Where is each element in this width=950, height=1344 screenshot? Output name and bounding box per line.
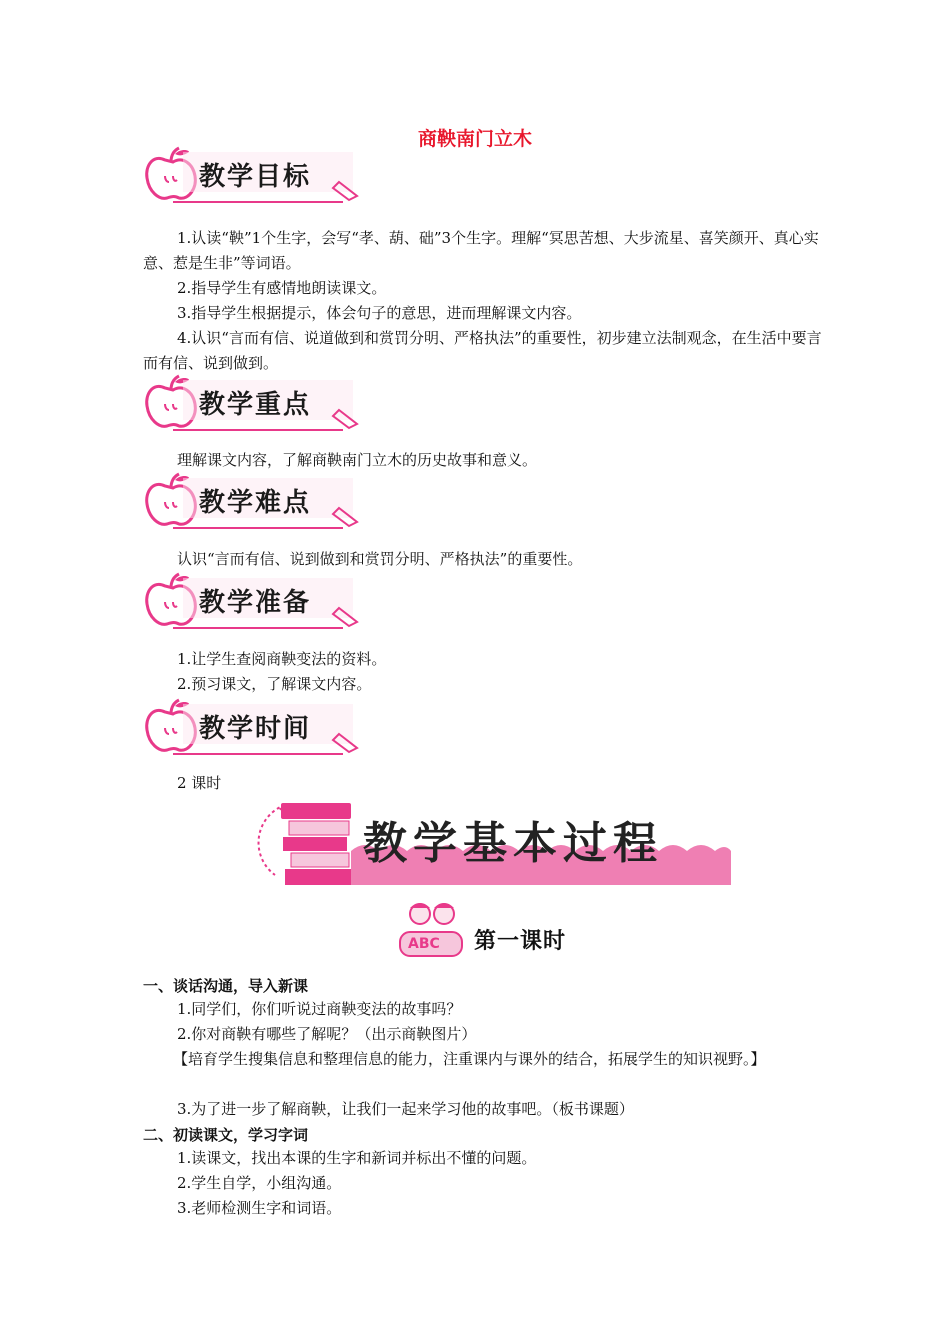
preparation-item-1: 1.让学生查阅商鞅变法的资料。 [177,650,387,668]
time-text: 2 课时 [177,774,222,792]
step-heading-2: 二、初读课文，学习字词 [143,1126,309,1144]
section-heading: 教学时间 [199,714,312,744]
step1-line-1: 1.同学们，你们听说过商鞅变法的故事吗？ [177,1000,462,1018]
step2-line-2: 2.学生自学，小组沟通。 [177,1174,342,1192]
preparation-item-2: 2.预习课文，了解课文内容。 [177,675,372,693]
lesson-header [398,898,598,960]
section-heading: 教学难点 [199,488,312,518]
step-heading-1: 一、谈话沟通，导入新课 [143,977,309,995]
goal-item-4: 4.认识“言而有信、说道做到和赏罚分明、严格执法”的重要性，初步建立法制观念，在生活中要言而有信、说到做到。 [143,329,822,372]
section-header-key-points [143,374,363,432]
section-header-difficulties [143,472,363,530]
step1-line-3: 【培育学生搜集信息和整理信息的能力，注重课内与课外的结合，拓展学生的知识视野。】 [173,1050,766,1068]
page-title: 商鞅南门立木 [417,128,532,150]
key-points-text: 理解课文内容，了解商鞅南门立木的历史故事和意义。 [177,451,538,469]
section-header-time [143,698,363,756]
goal-item-3: 3.指导学生根据提示，体会句子的意思，进而理解课文内容。 [177,304,582,322]
abc-badge: ABC [408,936,440,952]
step2-line-3: 3.老师检测生字和词语。 [177,1199,342,1217]
banner-title: 教学基本过程 [363,818,663,869]
step1-line-2: 2.你对商鞅有哪些了解呢？（出示商鞅图片） [177,1025,477,1043]
process-banner [255,795,735,890]
section-header-goals [143,146,363,204]
section-heading: 教学目标 [199,162,312,192]
difficulties-text: 认识“言而有信、说到做到和赏罚分明、严格执法”的重要性。 [177,550,583,568]
step2-line-1: 1.读课文，找出本课的生字和新词并标出不懂的问题。 [177,1149,537,1167]
goal-item-1: 1.认读“鞅”1个生字，会写“孝、葫、础”3个生字。理解“冥思苦想、大步流星、喜笑颜开、真心实意、惹是生非”等词语。 [143,229,819,272]
section-heading: 教学重点 [199,390,312,420]
lesson-title: 第一课时 [474,929,567,954]
section-header-preparation [143,572,363,630]
section-heading: 教学准备 [199,588,312,618]
goal-item-2: 2.指导学生有感情地朗读课文。 [177,279,387,297]
step1-line-4: 3.为了进一步了解商鞅，让我们一起来学习他的故事吧。（板书课题） [177,1100,634,1118]
